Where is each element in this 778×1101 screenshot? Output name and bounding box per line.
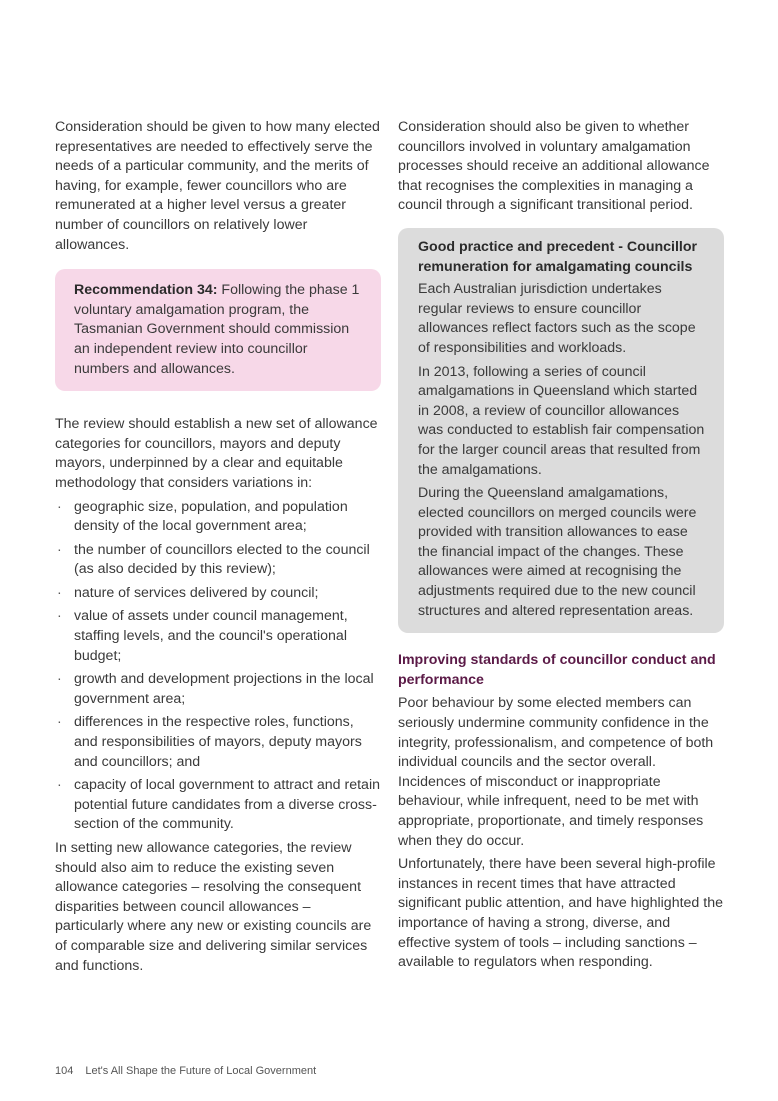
document-title: Let's All Shape the Future of Local Government bbox=[85, 1065, 317, 1077]
review-intro-paragraph: The review should establish a new set of allowance categories for councillors, mayors and deputy mayors, underpinned by a clear and equitable methodology that considers variations in: bbox=[55, 416, 378, 491]
good-practice-box bbox=[398, 228, 724, 633]
good-practice-paragraph: During the Queensland amalgamations, elected councillors on merged councils were provided with transition allowances to ease the financial impact of the changes. These allowances were aimed at recognising the adjustments required due to the new council structures and altered representation areas. bbox=[418, 485, 697, 619]
page-footer bbox=[55, 1065, 316, 1077]
conduct-paragraph: Poor behaviour by some elected members can seriously undermine community confidence in the integrity, professionalism, and competence of both individual councils and the sector overall. Incidences of misconduct or inappropriate behaviour, while infrequent, need to be met with appropriate, proportionate, and timely responses when they do occur. bbox=[398, 695, 714, 849]
recommendation-box bbox=[55, 269, 381, 391]
list-item: · geographic size, population, and population density of the local government area; bbox=[55, 498, 381, 537]
right-intro-paragraph: Consideration should also be given to whether councillors involved in voluntary amalgamation processes should receive an additional allowance that recognises the complexities in managing a council through a significant transitional period. bbox=[398, 119, 710, 214]
left-intro-paragraph: Consideration should be given to how many elected representatives are needed to effectively serve the needs of a particular community, and the merits of having, for example, fewer councillors who are remunerated at a higher level versus a greater number of councillors on relatively lower allowances. bbox=[55, 119, 380, 253]
left-column bbox=[55, 118, 381, 980]
closing-paragraph: In setting new allowance categories, the review should also aim to reduce the existing seven allowance categories – resolving the consequent disparities between council allowances – particularly where any new or existing councils are of comparable size and delivering similar services and functions. bbox=[55, 840, 372, 974]
good-practice-paragraph: Each Australian jurisdiction undertakes regular reviews to ensure councillor allowances reflect factors such as the scope of responsibilities and workloads. bbox=[418, 281, 696, 356]
recommendation-label: Recommendation 34: bbox=[74, 282, 218, 299]
list-item: · nature of services delivered by council; bbox=[55, 584, 381, 604]
recommendation-text: Following the phase 1 voluntary amalgamation program, the Tasmanian Government should commission an independent review into councillor numbers and allowances. bbox=[74, 282, 360, 377]
list-item: · differences in the respective roles, functions, and responsibilities of mayors, deputy mayors and councillors; and bbox=[55, 713, 381, 772]
good-practice-title: Good practice and precedent - Councillor remuneration for amalgamating councils bbox=[418, 238, 698, 275]
conduct-paragraph: Unfortunately, there have been several high-profile instances in recent times that have attracted significant public attention, and have highlighted the importance of having a strong, diverse, and effective system of tools – including sanctions – available to regulators when responding. bbox=[398, 856, 723, 971]
section-heading: Improving standards of councillor conduct and performance bbox=[398, 652, 716, 688]
good-practice-paragraph: In 2013, following a series of council amalgamations in Queensland which started in 2008, a review of councillor allowances was conducted to establish fair compensation for the larger council areas that resulted from the amalgamations. bbox=[418, 363, 705, 478]
list-item: · growth and development projections in the local government area; bbox=[55, 670, 381, 709]
list-item: · the number of councillors elected to the council (as also decided by this review); bbox=[55, 541, 381, 580]
list-item: · capacity of local government to attract and retain potential future candidates from a diverse cross-section of the community. bbox=[55, 776, 381, 835]
list-item: · value of assets under council management, staffing levels, and the council's operational budget; bbox=[55, 607, 381, 666]
review-criteria-list bbox=[55, 498, 381, 836]
right-column bbox=[398, 118, 724, 977]
page-number: 104 bbox=[55, 1065, 74, 1077]
